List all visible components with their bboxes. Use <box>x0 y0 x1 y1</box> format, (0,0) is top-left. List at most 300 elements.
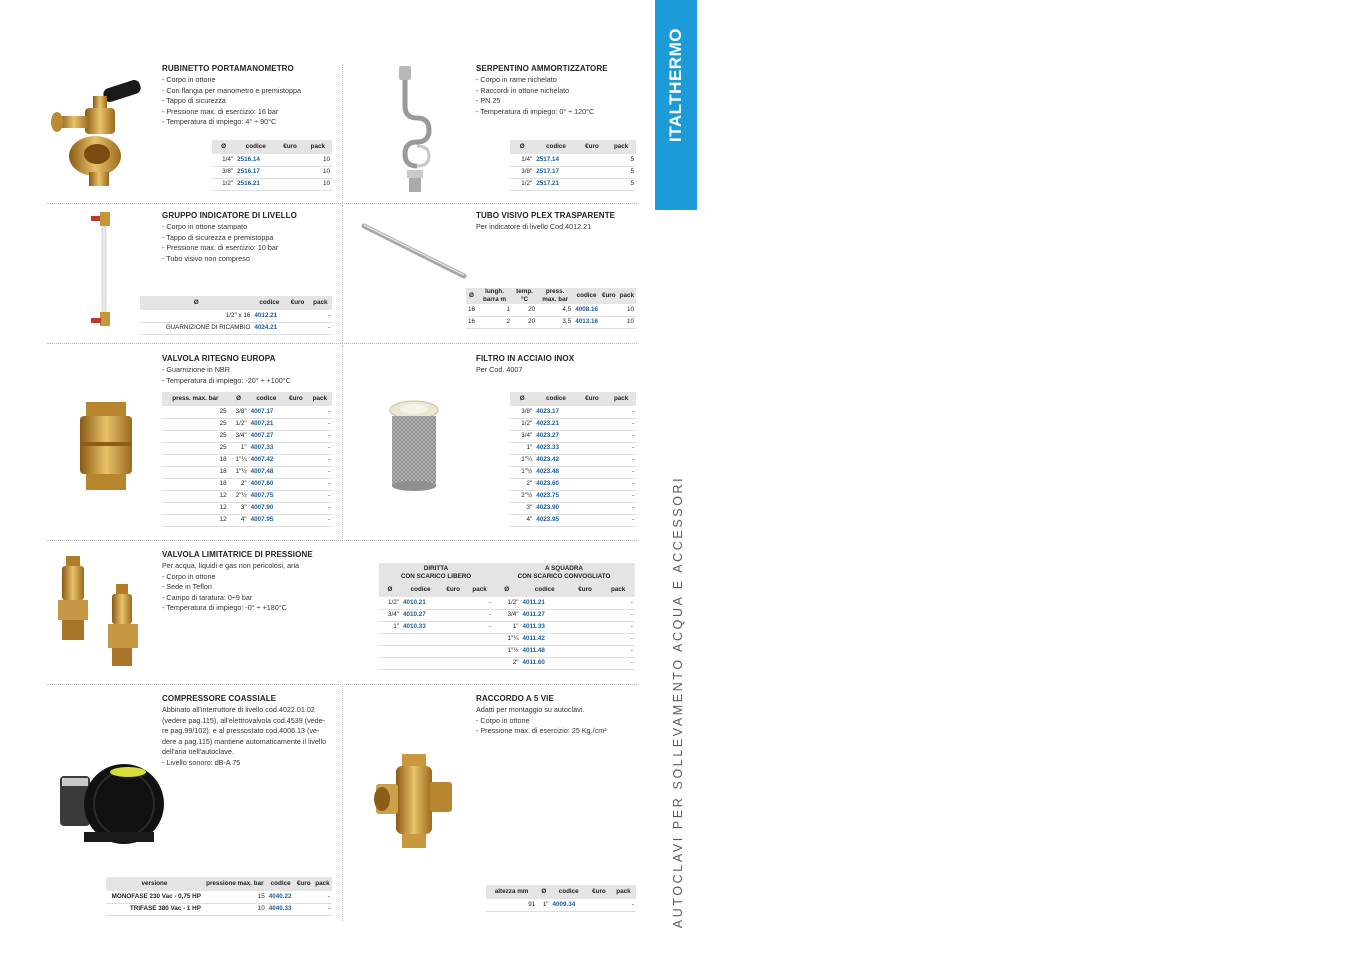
table-cell: TRIFASE 380 Vac - 1 HP <box>106 903 203 915</box>
gruppo-image <box>88 208 118 332</box>
brand-logo: ITALTHERMO <box>666 28 685 142</box>
table-cell: 1"½ <box>493 645 520 657</box>
table-cell: 10 <box>304 166 332 178</box>
table-cell <box>295 903 313 915</box>
table-cell: 18 <box>162 454 229 466</box>
description-line: Per Cod. 4007 <box>476 365 523 374</box>
column-header: pack <box>466 583 493 597</box>
column-header: €uro <box>286 296 308 310</box>
table-cell: - <box>308 490 332 502</box>
table-row <box>379 645 635 657</box>
table-cell: - <box>606 454 636 466</box>
description-line: - Pressione max. di esercizio: 10 bar <box>162 243 279 253</box>
table-cell: 18 <box>162 478 229 490</box>
table-cell: 1" <box>493 621 520 633</box>
table-row <box>486 899 636 911</box>
product-code: 4007.95 <box>249 514 285 526</box>
gruppo-description <box>162 222 342 264</box>
column-header: codice <box>534 392 577 406</box>
table-cell: - <box>601 645 635 657</box>
table-cell: - <box>308 418 332 430</box>
limitatrice-description <box>162 561 362 614</box>
column-header: codice <box>550 885 586 899</box>
product-code: 4007.48 <box>249 466 285 478</box>
compressore-image <box>54 762 164 848</box>
table-cell: - <box>606 442 636 454</box>
product-code: 4040.22 <box>267 891 295 903</box>
description-line: Adatti per montaggio su autoclavi. <box>476 705 585 714</box>
table-cell <box>440 633 466 645</box>
table-cell <box>379 645 401 657</box>
table-cell <box>569 609 601 621</box>
table-row <box>106 891 332 903</box>
product-code: 4007.42 <box>249 454 285 466</box>
table-cell <box>284 430 307 442</box>
table-cell: - <box>601 633 635 645</box>
table-cell <box>284 454 307 466</box>
table-cell <box>379 633 401 645</box>
table-cell: 1/4" <box>510 154 534 166</box>
description-line: - Temperatura di impiego: -0° ÷ +180°C <box>162 603 287 613</box>
column-header: €uro <box>578 140 607 154</box>
description-line: - Raccordi in ottone nichelato <box>476 85 570 95</box>
table-cell: 10 <box>618 316 636 328</box>
table-cell <box>466 657 493 669</box>
table-cell: MONOFASE 230 Vac - 0,75 HP <box>106 891 203 903</box>
description-line: - PN 25 <box>476 96 501 106</box>
table-cell <box>578 502 607 514</box>
product-code: 2516.21 <box>235 178 276 190</box>
table-cell: 3/8" <box>510 166 534 178</box>
column-header: codice <box>267 877 295 891</box>
table-cell: 5 <box>606 166 636 178</box>
table-cell: 1" <box>379 621 401 633</box>
table-cell: - <box>308 514 332 526</box>
table-row <box>466 316 636 328</box>
product-code: 4012.21 <box>252 310 286 322</box>
column-header: Ø <box>229 392 249 406</box>
product-code: 4007.75 <box>249 490 285 502</box>
column-header: pack <box>606 392 636 406</box>
table-cell: 3" <box>229 502 249 514</box>
description-line: (vedere pag.115), all'elettrovalvola cod.4539 (vede- <box>162 715 326 725</box>
table-row <box>162 478 332 490</box>
table-cell <box>466 633 493 645</box>
column-header: pack <box>611 885 636 899</box>
column-header: codice <box>401 583 440 597</box>
column-header: Ø <box>212 140 235 154</box>
product-code: 4023.90 <box>534 502 577 514</box>
table-cell: - <box>308 406 332 418</box>
table-cell: 3/8" <box>510 406 534 418</box>
product-code: 4007.27 <box>249 430 285 442</box>
table-cell: 18 <box>162 466 229 478</box>
table-cell: 1/2" <box>493 597 520 609</box>
column-header: codice <box>573 288 600 304</box>
table-cell: 1/2" <box>510 418 534 430</box>
table-cell: 5 <box>606 178 636 190</box>
product-code: 4007.17 <box>249 406 285 418</box>
product-code: 2517.14 <box>534 154 577 166</box>
table-cell: 25 <box>162 442 229 454</box>
table-cell: - <box>606 418 636 430</box>
table-cell: 15 <box>203 891 267 903</box>
column-header: versione <box>106 877 203 891</box>
column-header: pressione max. bar <box>203 877 267 891</box>
tubo-table <box>466 288 636 329</box>
column-header: Ø <box>510 392 534 406</box>
raccordo-description <box>476 705 656 737</box>
table-cell: - <box>308 430 332 442</box>
product-code: 4024.21 <box>252 322 286 334</box>
column-header: Ø <box>379 583 401 597</box>
table-cell: - <box>606 478 636 490</box>
table-cell <box>295 891 313 903</box>
product-code: 2516.17 <box>235 166 276 178</box>
table-row <box>379 621 635 633</box>
table-cell: - <box>466 609 493 621</box>
column-header: press. max. bar <box>537 288 573 304</box>
table-cell: 5 <box>606 154 636 166</box>
table-cell: 2"½ <box>229 490 249 502</box>
table-cell <box>284 442 307 454</box>
column-header: temp. °C <box>512 288 537 304</box>
table-cell <box>276 166 303 178</box>
table-row <box>162 454 332 466</box>
table-cell: 12 <box>162 514 229 526</box>
table-cell: 1" <box>510 442 534 454</box>
table-cell: 2" <box>229 478 249 490</box>
column-header: pack <box>309 296 332 310</box>
table-cell: - <box>601 597 635 609</box>
filtro-image <box>388 400 440 492</box>
table-cell: 1 <box>477 304 512 316</box>
column-header: €uro <box>276 140 303 154</box>
table-row <box>212 178 332 190</box>
product-code: 2516.14 <box>235 154 276 166</box>
description-line: dere a pag.115) mantiene automaticamente il livello <box>162 736 327 746</box>
table-cell: 1/2" <box>379 597 401 609</box>
table-cell: 1"½ <box>229 466 249 478</box>
limitatrice-group-right: A SQUADRA CON SCARICO CONVOGLIATO <box>493 563 635 583</box>
table-cell: 4" <box>510 514 534 526</box>
table-cell: 1/2" x 16 <box>140 310 252 322</box>
table-cell <box>578 466 607 478</box>
table-cell <box>286 310 308 322</box>
table-cell: - <box>606 430 636 442</box>
table-cell: 1"¼ <box>229 454 249 466</box>
table-row <box>106 903 332 915</box>
column-header: Ø <box>493 583 520 597</box>
description-line: - Tubo visivo non compreso <box>162 253 250 263</box>
table-cell: 1/2" <box>229 418 249 430</box>
product-code: 4023.33 <box>534 442 577 454</box>
table-cell: - <box>606 490 636 502</box>
table-cell <box>569 657 601 669</box>
column-header: €uro <box>284 392 307 406</box>
table-cell: - <box>313 903 332 915</box>
product-code: 4008.16 <box>573 304 600 316</box>
table-row <box>510 418 636 430</box>
table-cell: - <box>606 514 636 526</box>
product-code <box>401 633 440 645</box>
table-row <box>162 418 332 430</box>
description-line: - Corpo in rame nichelato <box>476 75 557 84</box>
description-line: - Sede in Teflon <box>162 582 212 592</box>
product-code: 4011.33 <box>520 621 568 633</box>
table-row <box>379 633 635 645</box>
table-cell <box>578 490 607 502</box>
table-cell <box>440 645 466 657</box>
table-row <box>162 442 332 454</box>
table-row <box>510 514 636 526</box>
table-cell <box>440 597 466 609</box>
table-cell: 1"½ <box>510 466 534 478</box>
description-line: Per indicatore di livello Cod.4012.21 <box>476 222 592 231</box>
description-line: - Temperatura di impiego: 0° ÷ 120°C <box>476 106 595 116</box>
table-row <box>162 514 332 526</box>
description-line: - Temperatura di impiego: -20° ÷ +100°C <box>162 375 291 385</box>
table-cell <box>578 454 607 466</box>
column-header: pack <box>606 140 636 154</box>
table-row <box>510 454 636 466</box>
table-row <box>510 466 636 478</box>
table-cell: 16 <box>466 316 477 328</box>
table-row <box>510 502 636 514</box>
table-row <box>510 166 636 178</box>
table-cell: 3/4" <box>510 430 534 442</box>
table-cell <box>569 645 601 657</box>
filtro-title: FILTRO IN ACCIAIO INOX <box>476 354 575 363</box>
filtro-table <box>510 392 636 527</box>
table-cell: GUARNIZIONE DI RICAMBIO <box>140 322 252 334</box>
column-header: €uro <box>587 885 611 899</box>
filtro-description <box>476 365 646 376</box>
description-line: Abbinato all'interruttore di livello cod.4022.01.02 <box>162 705 315 714</box>
table-cell: - <box>611 899 636 911</box>
column-header: codice <box>249 392 285 406</box>
table-cell <box>276 178 303 190</box>
table-cell <box>284 418 307 430</box>
description-line: dell'aria nell'autoclave. <box>162 747 234 757</box>
limitatrice-group-left: DIRITTA CON SCARICO LIBERO <box>379 563 493 583</box>
tubo-image <box>360 222 470 282</box>
description-line: - Pressione max. di esercizio: 16 bar <box>162 106 279 116</box>
table-cell: 3/4" <box>379 609 401 621</box>
table-cell: 20 <box>512 304 537 316</box>
table-cell <box>284 478 307 490</box>
description-line: - Temperatura di impiego: 4° ÷ 90°C <box>162 117 277 127</box>
gruppo-title: GRUPPO INDICATORE DI LIVELLO <box>162 211 297 220</box>
product-code: 4011.60 <box>520 657 568 669</box>
limitatrice-image <box>56 556 152 670</box>
table-cell: 4" <box>229 514 249 526</box>
product-code: 4013.16 <box>573 316 600 328</box>
table-cell: 16 <box>466 304 477 316</box>
description-line: re pag.99/102). e al pressostato cod.4006.13 (ve- <box>162 726 320 736</box>
table-cell <box>284 406 307 418</box>
table-row <box>379 657 635 669</box>
table-cell <box>578 442 607 454</box>
table-row <box>140 322 332 334</box>
table-row <box>212 166 332 178</box>
table-cell <box>578 154 607 166</box>
brand-tab <box>655 0 1339 210</box>
product-code: 4007.21 <box>249 418 285 430</box>
table-row <box>162 406 332 418</box>
table-row <box>379 597 635 609</box>
rubinetto-title: RUBINETTO PORTAMANOMETRO <box>162 64 294 73</box>
column-header: €uro <box>440 583 466 597</box>
description-line: - Tappo di sicurezza <box>162 96 226 106</box>
page-number: 119 <box>1323 178 1339 188</box>
table-cell: 25 <box>162 418 229 430</box>
table-cell: 1"¼ <box>493 633 520 645</box>
product-code: 4007.33 <box>249 442 285 454</box>
product-code: 4007.60 <box>249 478 285 490</box>
table-cell: 2 <box>477 316 512 328</box>
table-cell <box>284 490 307 502</box>
column-header: €uro <box>600 288 618 304</box>
table-cell: 1/2" <box>510 178 534 190</box>
description-line: - Tappo di sicurezza e premistoppa <box>162 232 274 242</box>
compressore-table <box>106 877 332 916</box>
table-cell: 3/4" <box>493 609 520 621</box>
column-header: altezza mm <box>486 885 537 899</box>
table-cell: 2" <box>510 478 534 490</box>
table-row <box>510 406 636 418</box>
table-cell <box>600 304 618 316</box>
product-code: 4009.34 <box>550 899 586 911</box>
table-cell: 12 <box>162 502 229 514</box>
table-cell: - <box>313 891 332 903</box>
column-header: pack <box>601 583 635 597</box>
tubo-description <box>476 222 646 233</box>
product-code: 4023.60 <box>534 478 577 490</box>
table-cell: 1/2" <box>212 178 235 190</box>
table-row <box>140 310 332 322</box>
gruppo-table <box>140 296 332 335</box>
description-line: - Campo di taratura: 0÷9 bar <box>162 592 253 602</box>
column-header: pack <box>304 140 332 154</box>
table-cell <box>466 645 493 657</box>
table-cell <box>578 178 607 190</box>
table-cell: 25 <box>162 406 229 418</box>
product-code: 4023.21 <box>534 418 577 430</box>
side-caption: AUTOCLAVI PER SOLLEVAMENTO ACQUA E ACCESSORI <box>671 475 685 929</box>
product-code: 2517.21 <box>534 178 577 190</box>
table-cell <box>578 166 607 178</box>
table-cell: 10 <box>203 903 267 915</box>
table-row <box>379 609 635 621</box>
table-cell: - <box>308 478 332 490</box>
table-cell: - <box>309 322 332 334</box>
table-cell: 4,5 <box>537 304 573 316</box>
table-cell <box>440 657 466 669</box>
table-cell: 1/4" <box>212 154 235 166</box>
compressore-description <box>162 705 342 769</box>
table-cell: - <box>308 442 332 454</box>
serpentino-title: SERPENTINO AMMORTIZZATORE <box>476 64 608 73</box>
table-row <box>510 430 636 442</box>
valvola-ritegno-table <box>162 392 332 527</box>
product-code: 4007.90 <box>249 502 285 514</box>
product-code <box>401 645 440 657</box>
table-cell: - <box>308 502 332 514</box>
table-row <box>162 466 332 478</box>
product-code: 4023.17 <box>534 406 577 418</box>
product-code: 4011.48 <box>520 645 568 657</box>
table-cell: - <box>601 657 635 669</box>
table-row <box>510 154 636 166</box>
description-line: - Corpo in ottone stampato <box>162 222 248 231</box>
valvola-ritegno-description <box>162 365 342 386</box>
table-cell <box>440 621 466 633</box>
table-cell: - <box>308 466 332 478</box>
table-row <box>510 478 636 490</box>
table-cell: 10 <box>618 304 636 316</box>
product-code: 4010.21 <box>401 597 440 609</box>
table-cell: 1"¼ <box>510 454 534 466</box>
table-cell: 2"½ <box>510 490 534 502</box>
raccordo-title: RACCORDO A 5 VIE <box>476 694 554 703</box>
table-row <box>510 442 636 454</box>
column-header: codice <box>520 583 568 597</box>
table-cell <box>600 316 618 328</box>
rubinetto-description <box>162 75 342 128</box>
table-cell: 91 <box>486 899 537 911</box>
description-line: - Guarnizione in NBR <box>162 365 230 374</box>
table-cell: - <box>606 466 636 478</box>
description-line: - Corpo in ottone <box>162 75 216 84</box>
product-code <box>401 657 440 669</box>
rubinetto-table <box>212 140 332 191</box>
table-cell: 3/4" <box>229 430 249 442</box>
table-cell: - <box>308 454 332 466</box>
column-header: Ø <box>537 885 550 899</box>
product-code: 4010.27 <box>401 609 440 621</box>
table-cell: - <box>309 310 332 322</box>
valvola-ritegno-image <box>78 402 134 490</box>
table-cell: 20 <box>512 316 537 328</box>
product-code: 4011.21 <box>520 597 568 609</box>
table-cell: - <box>606 502 636 514</box>
table-cell <box>578 478 607 490</box>
table-cell: 3/8" <box>212 166 235 178</box>
serpentino-image <box>385 66 445 192</box>
table-cell <box>440 609 466 621</box>
table-cell <box>569 597 601 609</box>
column-header: codice <box>534 140 577 154</box>
table-cell: 10 <box>304 178 332 190</box>
table-cell <box>569 621 601 633</box>
column-header: codice <box>252 296 286 310</box>
table-cell: - <box>601 609 635 621</box>
column-header: €uro <box>578 392 607 406</box>
table-cell <box>578 418 607 430</box>
table-cell: 12 <box>162 490 229 502</box>
table-cell: 3" <box>510 502 534 514</box>
column-header: €uro <box>569 583 601 597</box>
table-cell <box>587 899 611 911</box>
table-cell <box>286 322 308 334</box>
table-cell: 2" <box>493 657 520 669</box>
column-header: press. max. bar <box>162 392 229 406</box>
column-header: Ø <box>510 140 534 154</box>
column-header: Ø <box>466 288 477 304</box>
limitatrice-title: VALVOLA LIMITATRICE DI PRESSIONE <box>162 550 313 559</box>
tubo-title: TUBO VISIVO PLEX TRASPARENTE <box>476 211 616 220</box>
